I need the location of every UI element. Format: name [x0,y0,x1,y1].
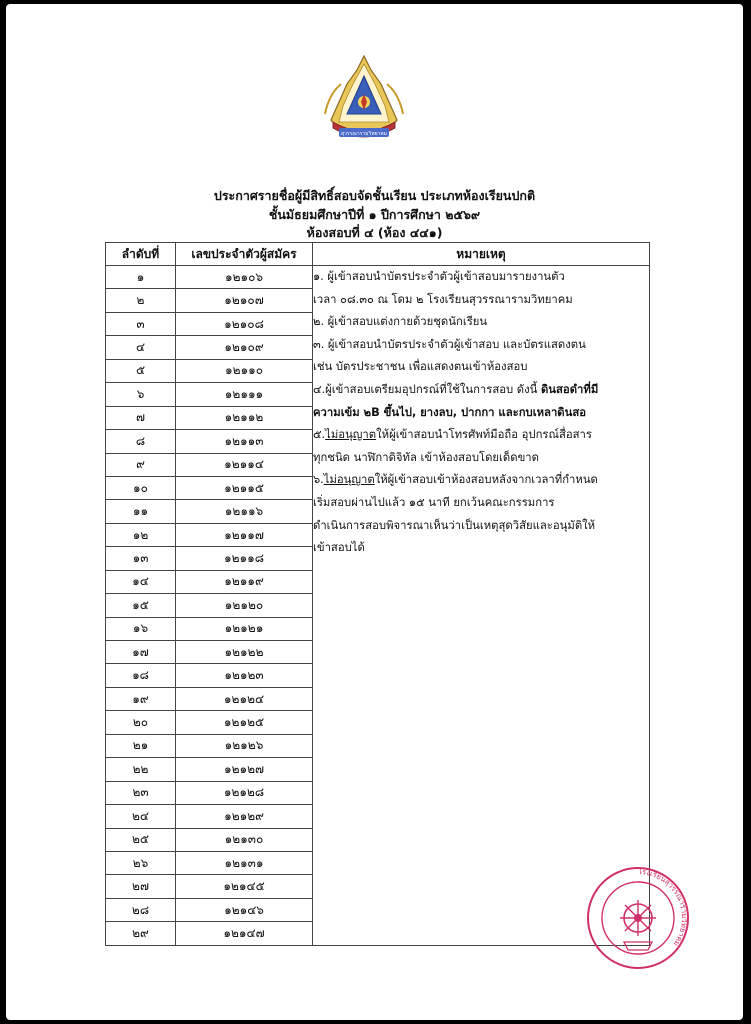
remark-line [313,424,649,447]
remark-text: ๒. ผู้เข้าสอบแต่งกายด้วยชุดนักเรียน [313,315,488,329]
applicant-id-cell: ๑๒๑๐๘ [176,312,313,335]
applicant-id-cell: ๑๒๑๔๕ [176,875,313,898]
applicant-id-cell: ๑๒๑๒๐ [176,594,313,617]
order-cell: ๑๓ [106,547,176,570]
remark-text: ความเข้ม ๒B ขึ้นไป, ยางลบ, ปากกา และกบเหลาดินสอ [313,405,587,419]
remark-line [313,492,649,515]
order-cell: ๑๕ [106,594,176,617]
remark-text: ให้ผู้เข้าสอบเข้าห้องสอบหลังจากเวลาที่กำหนด [374,473,598,487]
order-cell: ๒๑ [106,734,176,757]
applicant-id-cell: ๑๒๑๔๗ [176,922,313,945]
applicant-id-cell: ๑๒๑๓๑ [176,851,313,874]
svg-text:โรงเรียนสุวรรณารามวิทยาคม [638,867,689,948]
order-cell: ๗ [106,406,176,429]
remark-text: ๔.ผู้เข้าสอบเตรียมอุปกรณ์ที่ใช้ในการสอบ ดังนี้ [313,382,541,396]
remark-line [313,311,649,334]
applicant-id-cell: ๑๒๑๒๕ [176,711,313,734]
applicant-id-cell: ๑๒๑๒๓ [176,664,313,687]
order-cell: ๑๙ [106,687,176,710]
applicant-id-cell: ๑๒๑๑๗ [176,523,313,546]
applicant-id-cell: ๑๒๑๑๓ [176,430,313,453]
applicant-id-cell: ๑๒๑๑๐ [176,359,313,382]
remarks-cell [313,266,650,946]
order-cell: ๒๒ [106,758,176,781]
order-cell: ๔ [106,336,176,359]
order-cell: ๒๖ [106,851,176,874]
remark-text: เริ่มสอบผ่านไปแล้ว ๑๕ นาที ยกเว้นคณะกรรมการ [313,495,555,509]
col-header-order: ลำดับที่ [106,243,176,266]
page-subtitle: ชั้นมัธยมศึกษาปีที่ ๑ ปีการศึกษา ๒๕๖๙ [268,207,481,222]
order-cell: ๓ [106,312,176,335]
remark-text: ทุกชนิด นาฬิกาดิจิทัล เข้าห้องสอบโดยเด็ดขาด [313,450,539,464]
order-cell: ๒๗ [106,875,176,898]
applicant-id-cell: ๑๒๑๐๙ [176,336,313,359]
applicant-id-cell: ๑๒๑๒๗ [176,758,313,781]
col-header-remarks: หมายเหตุ [313,243,650,266]
remark-text: เวลา ๐๘.๓๐ ณ โดม ๒ โรงเรียนสุวรรณารามวิทยาคม [313,292,573,306]
order-cell: ๑๔ [106,570,176,593]
remark-text: ๑. ผู้เข้าสอบนำบัตรประจำตัวผู้เข้าสอบมารายงานตัว [313,270,565,283]
applicant-id-cell: ๑๒๑๑๙ [176,570,313,593]
remark-text: ๖. [313,473,324,487]
page-title: ประกาศรายชื่อผู้มีสิทธิ์สอบจัดชั้นเรียน ประเภทห้องเรียนปกติ [213,188,536,203]
remark-line [313,266,649,289]
stamp-text: โรงเรียนสุวรรณารามวิทยาคม [637,866,690,949]
remark-line [313,537,649,560]
applicant-id-cell: ๑๒๑๑๔ [176,453,313,476]
order-cell: ๑๒ [106,523,176,546]
order-cell: ๒๕ [106,828,176,851]
order-cell: ๒๙ [106,922,176,945]
remark-line [313,379,649,402]
remark-text: ไม่อนุญาต [323,473,375,487]
order-cell: ๑๖ [106,617,176,640]
remark-text: ดำเนินการสอบพิจารณาเห็นว่าเป็นเหตุสุดวิสัยและอนุมัติให้ [313,518,596,532]
applicant-id-cell: ๑๒๑๒๑ [176,617,313,640]
applicant-id-cell: ๑๒๑๑๘ [176,547,313,570]
remark-text: ดินสอดำที่มี [540,382,599,396]
order-cell: ๘ [106,430,176,453]
order-cell: ๒๔ [106,805,176,828]
remark-text: ให้ผู้เข้าสอบนำโทรศัพท์มือถือ อุปกรณ์สื่อสาร [376,428,592,442]
remark-line [313,515,649,538]
applicant-id-cell: ๑๒๑๑๒ [176,406,313,429]
remark-text: เข้าสอบได้ [313,541,365,555]
table-row [106,266,650,289]
remark-text: ๕. [313,428,326,442]
order-cell: ๑๑ [106,500,176,523]
remark-line [313,447,649,470]
col-header-applicant-id: เลขประจำตัวผู้สมัคร [176,243,313,266]
applicant-id-cell: ๑๒๑๒๒ [176,641,313,664]
order-cell: ๖ [106,383,176,406]
applicant-id-cell: ๑๒๑๑๖ [176,500,313,523]
remark-text: เช่น บัตรประชาชน เพื่อแสดงตนเข้าห้องสอบ [313,360,528,374]
order-cell: ๑๘ [106,664,176,687]
order-cell: ๑ [106,266,176,289]
remark-line [313,356,649,379]
applicant-id-cell: ๑๒๑๒๙ [176,805,313,828]
applicant-id-cell: ๑๒๑๒๔ [176,687,313,710]
applicant-id-cell: ๑๒๑๑๕ [176,476,313,499]
exam-room-title: ห้องสอบที่ ๔ (ห้อง ๔๔๑) [306,225,443,240]
remark-text: ๓. ผู้เข้าสอบนำบัตรประจำตัวผู้เข้าสอบ และบัตรแสดงตน [313,337,586,351]
applicant-id-cell: ๑๒๑๓๐ [176,828,313,851]
remark-line [313,334,649,357]
applicant-id-cell: ๑๒๑๑๑ [176,383,313,406]
order-cell: ๒๘ [106,898,176,921]
order-cell: ๕ [106,359,176,382]
order-cell: ๒ [106,289,176,312]
applicant-id-cell: ๑๒๑๐๗ [176,289,313,312]
remark-text: ไม่อนุญาต [325,428,377,442]
order-cell: ๙ [106,453,176,476]
applicant-table [105,242,650,946]
table-body [106,266,650,946]
remark-line [313,402,649,425]
applicant-id-cell: ๑๒๑๐๖ [176,266,313,289]
school-logo [319,54,409,150]
table-header-row [106,243,650,266]
remark-line [313,469,649,492]
order-cell: ๒๓ [106,781,176,804]
order-cell: ๑๗ [106,641,176,664]
applicant-id-cell: ๑๒๑๒๘ [176,781,313,804]
document-page [6,4,743,1020]
remark-line [313,289,649,312]
order-cell: ๒๐ [106,711,176,734]
order-cell: ๑๐ [106,476,176,499]
official-stamp [584,864,692,972]
applicant-id-cell: ๑๒๑๔๖ [176,898,313,921]
logo-caption: สุวรรณารามวิทยาคม [341,131,387,137]
applicant-id-cell: ๑๒๑๒๖ [176,734,313,757]
